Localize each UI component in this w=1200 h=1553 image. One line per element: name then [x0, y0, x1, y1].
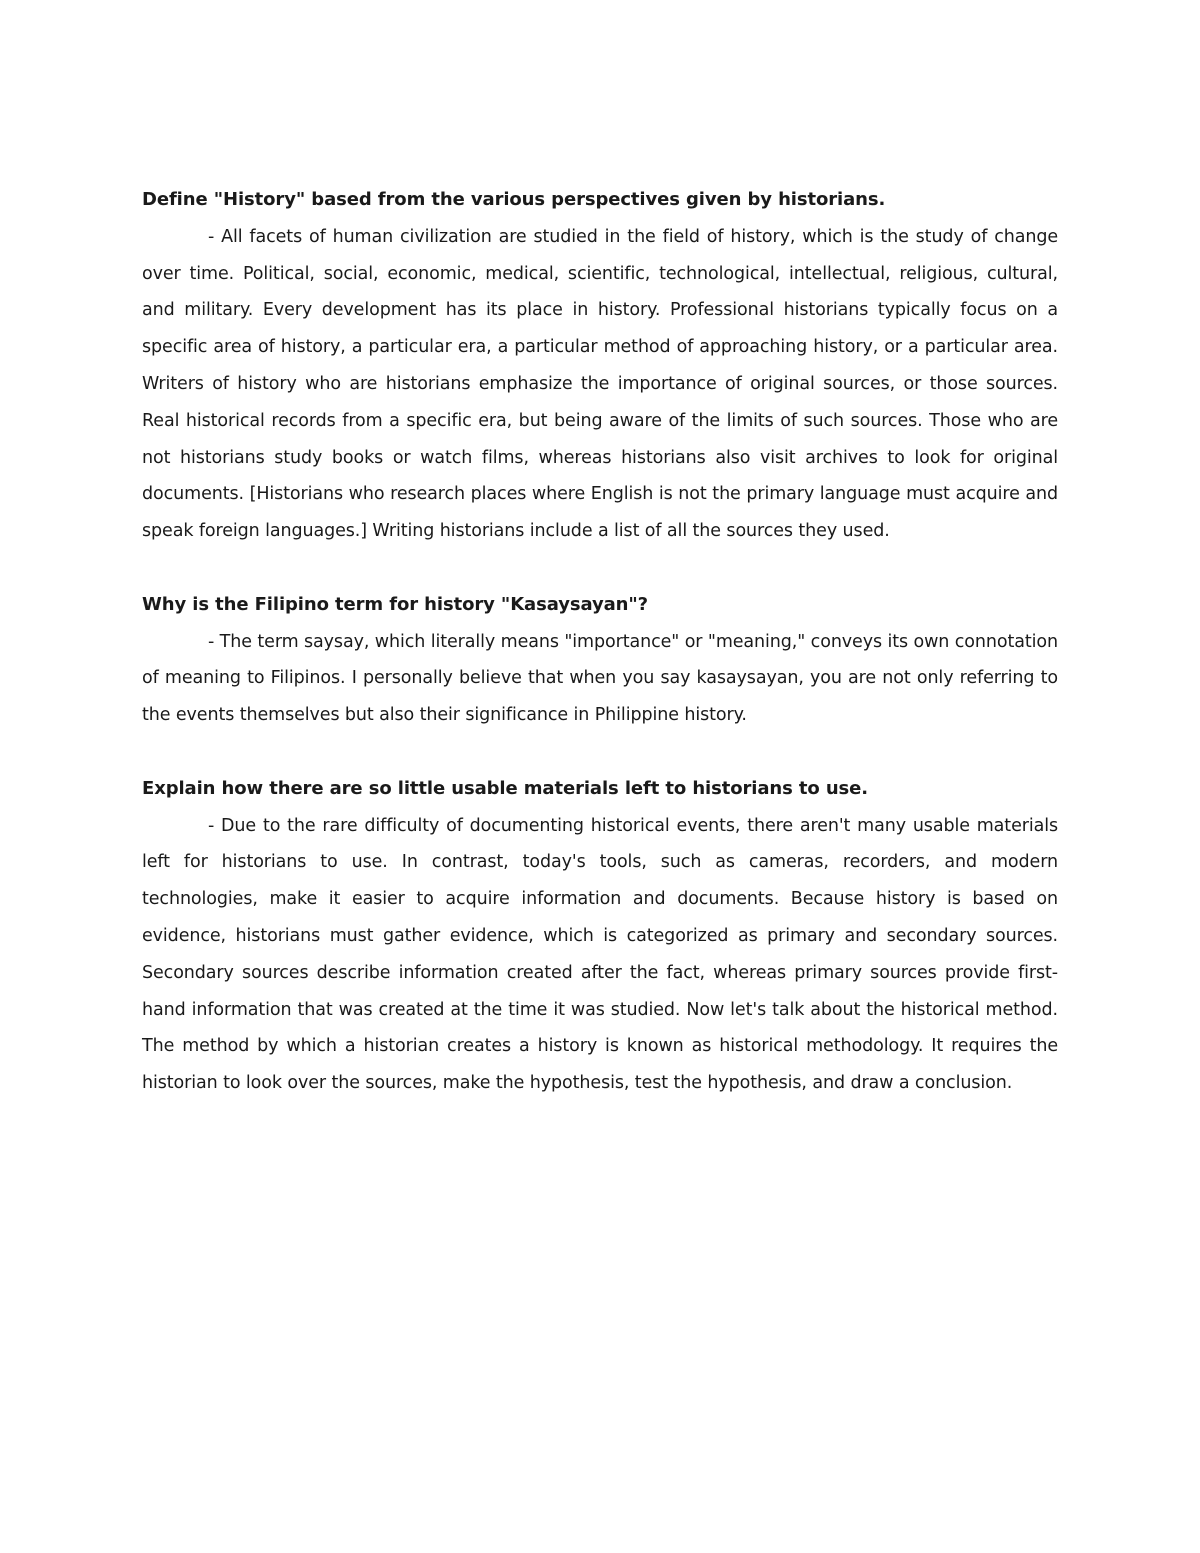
- answer-paragraph: - Due to the rare difficulty of documenting historical events, there aren't many usable materials left for historians to use. In contrast, today's tools, such as cameras, recorders, and modern technologies, make it easier to acquire information and documents. Because history is based on evidence, historians must gather evidence, which is categorized as primary and secondary sources. Secondary sources describe information created after the fact, whereas primary sources provide first-hand information that was created at the time it was studied. Now let's talk about the historical method. The method by which a historian creates a history is known as historical methodology. It requires the historian to look over the sources, make the hypothesis, test the hypothesis, and draw a conclusion.: [142, 815, 1058, 1094]
- section-usable-materials: [142, 771, 1058, 1102]
- section-spacer: [142, 734, 1058, 771]
- section-history-definition: [142, 182, 1058, 550]
- question-heading: Explain how there are so little usable materials left to historians to use.: [142, 777, 869, 799]
- question-heading: Define "History" based from the various perspectives given by historians.: [142, 189, 886, 210]
- section-kasaysayan: [142, 587, 1058, 734]
- document-body: [142, 182, 1058, 1102]
- answer-paragraph: - The term saysay, which literally means "importance" or "meaning," conveys its own connotation of meaning to Filipinos. I personally believe that when you say kasaysayan, you are not only referring to the events themselves but also their significance in Philippine history.: [142, 631, 1058, 726]
- answer-paragraph: - All facets of human civilization are studied in the field of history, which is the study of change over time. Political, social, economic, medical, scientific, technological, intellectual, religious, cultural, and military. Every development has its place in history. Professional historians typically focus on a specific area of history, a particular era, a particular method of approaching history, or a particular area. Writers of history who are historians emphasize the importance of original sources, or those sources. Real historical records from a specific era, but being aware of the limits of such sources. Those who are not historians study books or watch films, whereas historians also visit archives to look for original documents. [Historians who research places where English is not the primary language must acquire and speak foreign languages.] Writing historians include a list of all the sources they used.: [142, 226, 1058, 542]
- question-heading: Why is the Filipino term for history "Kasaysayan"?: [142, 593, 648, 615]
- section-spacer: [142, 550, 1058, 587]
